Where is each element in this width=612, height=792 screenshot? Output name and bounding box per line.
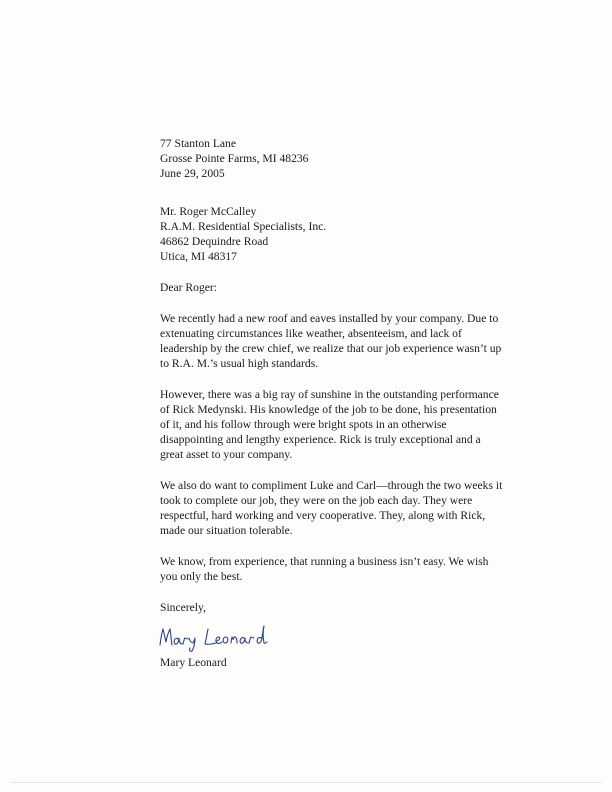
sender-address [160,136,532,181]
sender-city: Grosse Pointe Farms, MI 48236 [160,152,309,165]
letter-date: June 29, 2005 [160,167,225,180]
page-edge-divider [10,782,602,783]
paragraph-line: leadership by the crew chief, we realize that our job experience wasn’t up [160,342,502,355]
paragraph-line: to R.A. M.’s usual high standards. [160,357,319,370]
paragraph-4 [160,554,532,584]
salutation: Dear Roger: [160,281,217,294]
paragraph-line: made our situation tolerable. [160,524,293,537]
paragraph-line: you only the best. [160,570,243,583]
recipient-city: Utica, MI 48317 [160,250,237,263]
paragraph-line: took to complete our job, they were on the job each day. They were [160,494,473,507]
paragraph-line: of Rick Medynski. His knowledge of the job to be done, his presentation [160,403,497,416]
sender-street: 77 Stanton Lane [160,137,236,150]
paragraph-line: respectful, hard working and very cooperative. They, along with Rick, [160,509,486,522]
letter-body [160,136,532,670]
paragraph-2 [160,387,532,462]
recipient-company: R.A.M. Residential Specialists, Inc. [160,220,327,233]
recipient-name: Mr. Roger McCalley [160,205,257,218]
paragraph-line: great asset to your company. [160,448,293,461]
signer-name: Mary Leonard [160,656,227,669]
handwritten-signature [156,623,286,653]
paragraph-line: We know, from experience, that running a business isn’t easy. We wish [160,555,489,568]
closing: Sincerely, [160,601,206,614]
paragraph-line: We also do want to compliment Luke and Carl—through the two weeks it [160,479,503,492]
recipient-address [160,204,532,264]
paragraph-line: We recently had a new roof and eaves installed by your company. Due to [160,312,499,325]
recipient-street: 46862 Dequindre Road [160,235,269,248]
paragraph-line: However, there was a big ray of sunshine in the outstanding performance [160,388,499,401]
paragraph-line: disappointing and lengthy experience. Rick is truly exceptional and a [160,433,481,446]
paragraph-1 [160,311,532,371]
paragraph-line: extenuating circumstances like weather, absenteeism, and lack of [160,327,462,340]
paragraph-line: of it, and his follow through were bright spots in an otherwise [160,418,447,431]
signature-icon [156,623,286,653]
paragraph-3 [160,478,532,538]
